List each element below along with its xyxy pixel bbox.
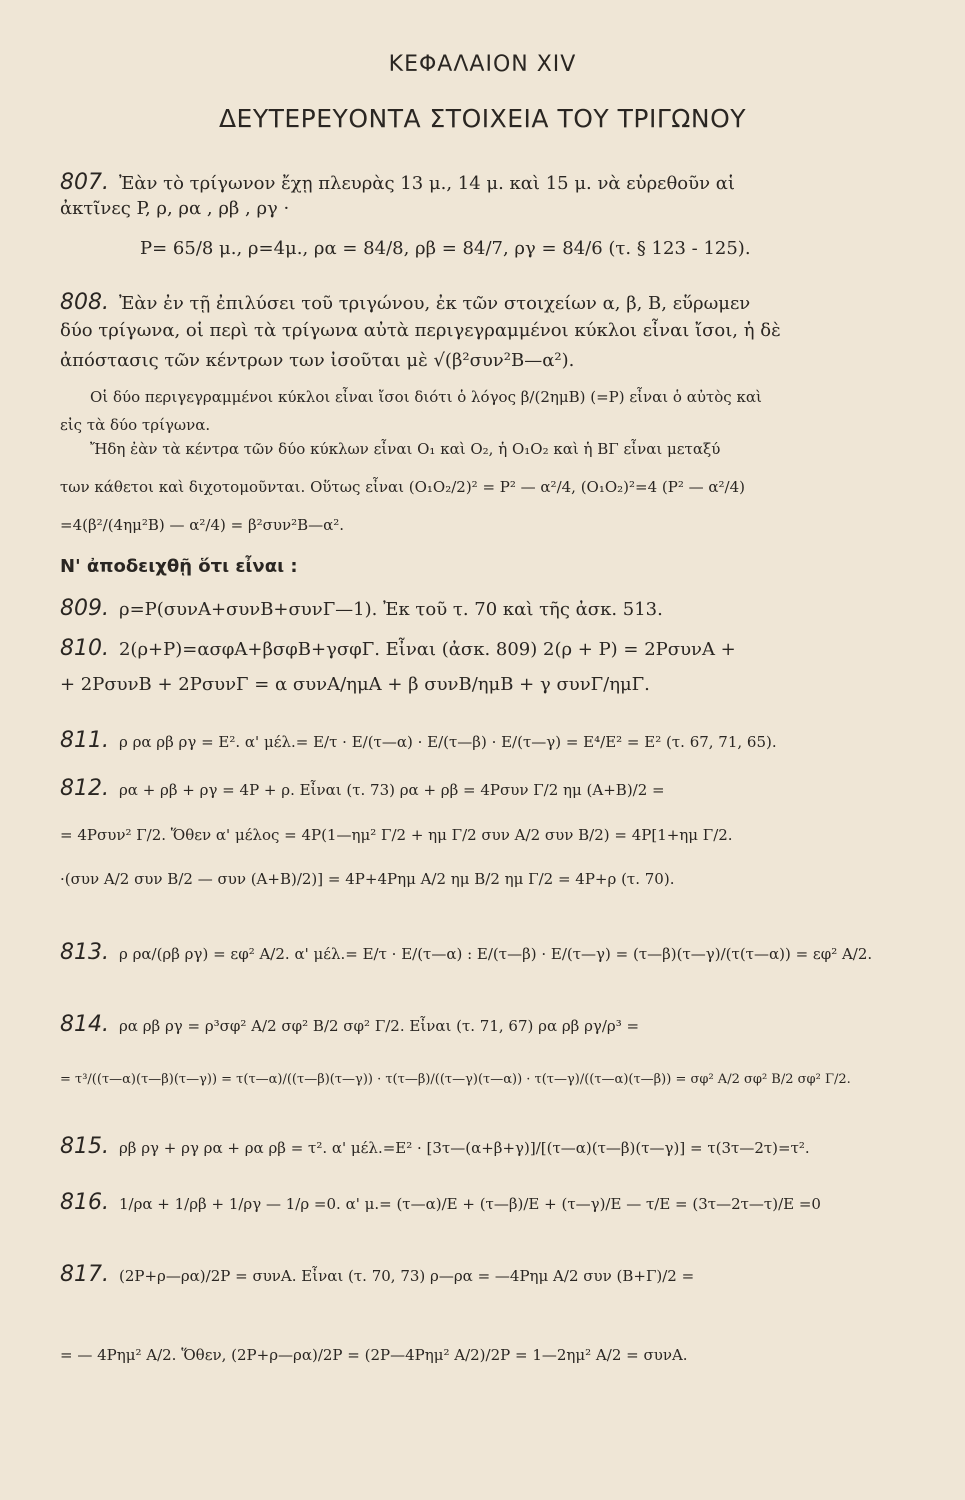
problem-text: ἀπόστασις τῶν κέντρων των ἰσοῦται μὲ √(β²συν²Β—α²). — [60, 350, 575, 371]
problem-817 — [60, 1262, 905, 1287]
solution-text: =4(β²/(4ημ²Β) — α²/4) = β²συν²Β—α². — [60, 516, 345, 534]
problem-text: ρ ρα/(ρβ ργ) = εφ² Α/2. α' μέλ.= E/τ · E/(τ—α) : E/(τ—β) · E/(τ—γ) = (τ—β)(τ—γ)/(τ(τ—α)) = εφ² Α/2. — [118, 945, 873, 963]
problem-text: Ἐὰν ἐν τῇ ἐπιλύσει τοῦ τριγώνου, ἐκ τῶν στοιχείων α, β, Β, εὕρωμεν — [118, 293, 751, 314]
problem-text: 1/ρα + 1/ρβ + 1/ργ — 1/ρ =0. α' μ.= (τ—α)/E + (τ—β)/E + (τ—γ)/E — τ/E = (3τ—2τ—τ)/E =0 — [118, 1195, 821, 1213]
problem-text: ρβ ργ + ργ ρα + ρα ρβ = τ². α' μέλ.=E² · [3τ—(α+β+γ)]/[(τ—α)(τ—β)(τ—γ)] = τ(3τ—2τ)=τ². — [118, 1139, 810, 1157]
problem-text: δύο τρίγωνα, οἱ περὶ τὰ τρίγωνα αὐτὰ περιγεγραμμένοι κύκλοι εἶναι ἴσοι, ἡ δὲ — [60, 320, 781, 341]
solution-text: των κάθετοι καὶ διχοτομοῦνται. Οὕτως εἶναι (O₁O₂/2)² = P² — α²/4, (O₁O₂)²=4 (P² — α²/4) — [60, 478, 746, 496]
problem-number: 816. — [60, 1190, 109, 1215]
problem-text: ρα ρβ ργ = ρ³σφ² Α/2 σφ² Β/2 σφ² Γ/2. Εἶναι (τ. 71, 67) ρα ρβ ργ/ρ³ = — [118, 1017, 640, 1035]
problem-number: 814. — [60, 1012, 109, 1037]
solution-text: = τ³/((τ—α)(τ—β)(τ—γ)) = τ(τ—α)/((τ—β)(τ—γ)) · τ(τ—β)/((τ—γ)(τ—α)) · τ(τ—γ)/((τ—α)(τ—β)) = σφ² Α/2 σφ² Β/2 σφ² Γ/2. — [60, 1072, 851, 1087]
problem-text: Ἐὰν τὸ τρίγωνον ἔχῃ πλευρὰς 13 μ., 14 μ. καὶ 15 μ. νὰ εὑρεθοῦν αἱ — [118, 173, 735, 194]
problem-814 — [60, 1012, 905, 1037]
problem-812 — [60, 776, 905, 801]
problem-809 — [60, 596, 905, 621]
problem-807 — [60, 170, 905, 195]
solution-text: Οἱ δύο περιγεγραμμένοι κύκλοι εἶναι ἴσοι διότι ὁ λόγος β/(2ημΒ) (=P) εἶναι ὁ αὐτὸς καὶ — [90, 388, 762, 406]
solution-text: εἰς τὰ δύο τρίγωνα. — [60, 416, 211, 434]
problem-number: 815. — [60, 1134, 109, 1159]
prove-heading: Ν' ἀποδειχθῇ ὅτι εἶναι : — [60, 556, 298, 577]
problem-number: 811. — [60, 728, 109, 753]
problem-text: ρα + ρβ + ργ = 4P + ρ. Εἶναι (τ. 73) ρα + ρβ = 4Pσυν Γ/2 ημ (Α+Β)/2 = — [118, 781, 665, 799]
problem-text: ἀκτῖνες P, ρ, ρα , ρβ , ργ · — [60, 198, 290, 219]
problem-810 — [60, 636, 905, 661]
problem-number: 807. — [60, 170, 109, 195]
problem-text: (2P+ρ—ρα)/2P = συνΑ. Εἶναι (τ. 70, 73) ρ—ρα = —4Pημ Α/2 συν (Β+Γ)/2 = — [118, 1267, 695, 1285]
problem-text: ρ=P(συνΑ+συνΒ+συνΓ—1). Ἐκ τοῦ τ. 70 καὶ τῆς ἀσκ. 513. — [118, 599, 663, 620]
solution-text: = — 4Pημ² Α/2. Ὅθεν, (2P+ρ—ρα)/2P = (2P—4Pημ² Α/2)/2P = 1—2ημ² Α/2 = συνΑ. — [60, 1346, 688, 1364]
problem-816 — [60, 1190, 905, 1215]
problem-number: 808. — [60, 290, 109, 315]
solution-text: = 4Pσυν² Γ/2. Ὅθεν α' μέλος = 4P(1—ημ² Γ/2 + ημ Γ/2 συν Α/2 συν Β/2) = 4P[1+ημ Γ/2. — [60, 826, 733, 844]
problem-811 — [60, 728, 905, 753]
problem-813 — [60, 940, 905, 965]
problem-number: 813. — [60, 940, 109, 965]
solution-text: Ἤδη ἐὰν τὰ κέντρα τῶν δύο κύκλων εἶναι O₁ καὶ O₂, ἡ O₁O₂ καὶ ἡ ΒΓ εἶναι μεταξύ — [90, 440, 721, 458]
solution-text: ·(συν Α/2 συν Β/2 — συν (Α+Β)/2)] = 4P+4Pημ Α/2 ημ Β/2 ημ Γ/2 = 4P+ρ (τ. 70). — [60, 870, 675, 888]
problem-text: ρ ρα ρβ ργ = E². α' μέλ.= E/τ · E/(τ—α) · E/(τ—β) · E/(τ—γ) = E⁴/E² = E² (τ. 67, 71, 65). — [118, 733, 777, 751]
problem-815 — [60, 1134, 905, 1159]
problem-text: 2(ρ+P)=ασφΑ+βσφΒ+γσφΓ. Εἶναι (ἀσκ. 809) 2(ρ + P) = 2PσυνΑ + — [118, 639, 736, 660]
problem-text: + 2PσυνΒ + 2PσυνΓ = α συνΑ/ημΑ + β συνΒ/ημΒ + γ συνΓ/ημΓ. — [60, 674, 650, 695]
problem-number: 812. — [60, 776, 109, 801]
problem-number: 809. — [60, 596, 109, 621]
problem-number: 810. — [60, 636, 109, 661]
problem-formula: P= 65/8 μ., ρ=4μ., ρα = 84/8, ρβ = 84/7, ργ = 84/6 (τ. § 123 - 125). — [140, 238, 751, 259]
problem-808 — [60, 290, 905, 315]
chapter-heading: ΚΕΦΑΛΑΙΟΝ XIV — [388, 52, 577, 77]
problem-number: 817. — [60, 1262, 109, 1287]
chapter-title: ΔΕΥΤΕΡΕΥΟΝΤΑ ΣΤΟΙΧΕΙΑ ΤΟΥ ΤΡΙΓΩΝΟΥ — [218, 104, 747, 133]
